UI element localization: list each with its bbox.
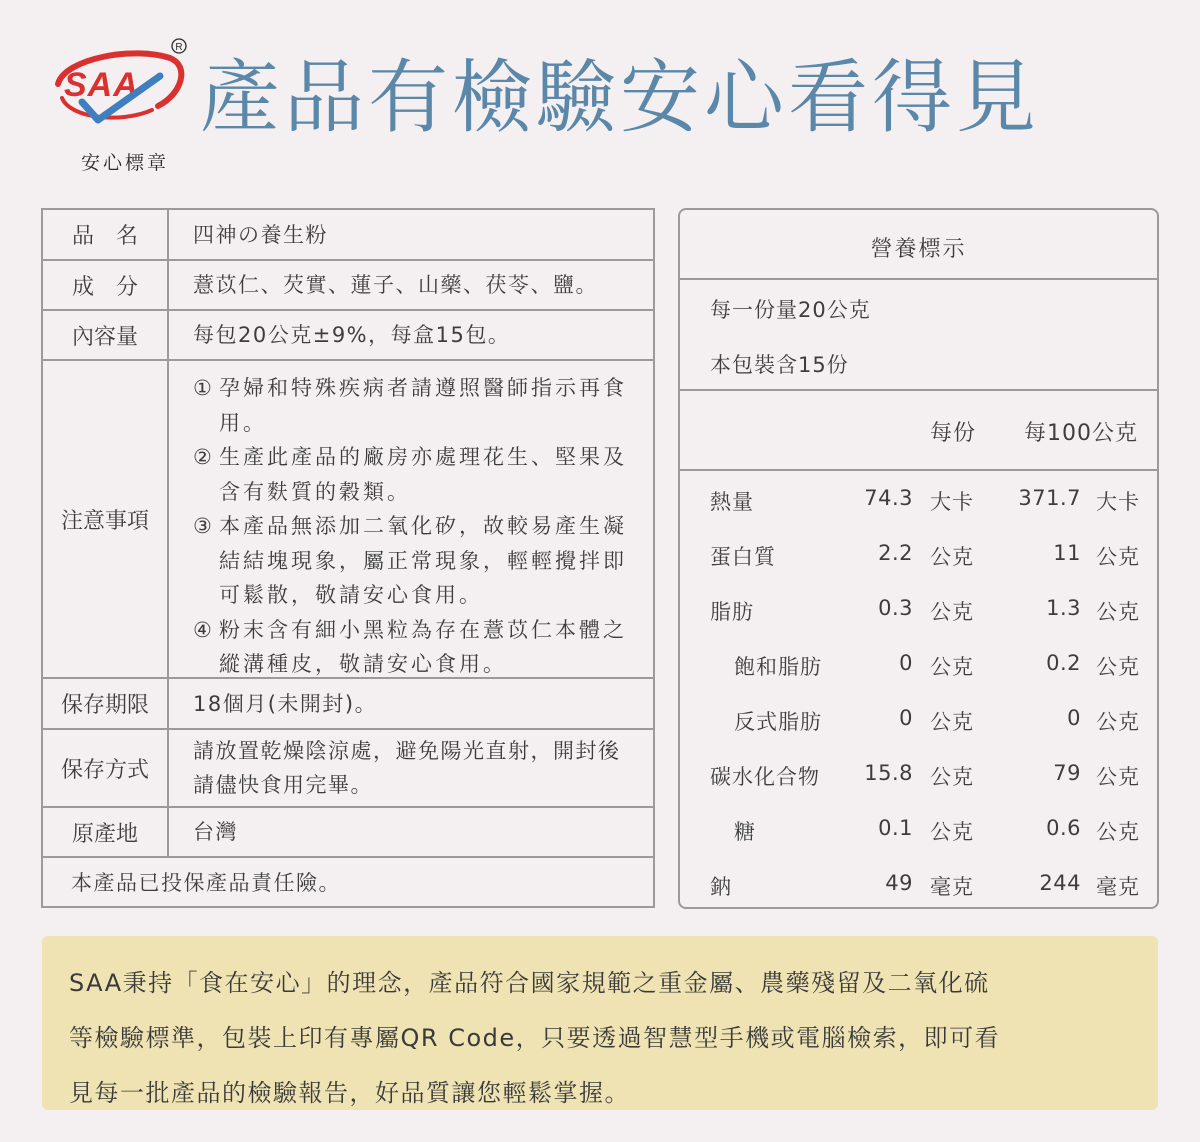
note-text: 孕婦和特殊疾病者請遵照醫師指示再食用。 bbox=[219, 376, 627, 435]
svg-text:SAA: SAA bbox=[64, 66, 139, 104]
insurance-note: 本產品已投保產品責任險。 bbox=[71, 871, 341, 895]
divider bbox=[680, 278, 1157, 280]
per-100g-value: 11 bbox=[1053, 541, 1081, 565]
per-serving-unit: 公克 bbox=[930, 545, 974, 569]
per-100g-unit: 大卡 bbox=[1096, 490, 1140, 514]
per-serving-value: 0 bbox=[899, 651, 913, 675]
spec-row-contents bbox=[43, 311, 653, 361]
spec-row-insurance bbox=[43, 858, 653, 906]
per-100g-value: 79 bbox=[1053, 761, 1081, 785]
nutrient-name: 糖 bbox=[734, 820, 756, 844]
per-serving-value: 15.8 bbox=[864, 761, 913, 785]
statement-line: 見每一批產品的檢驗報告，好品質讓您輕鬆掌握。 bbox=[69, 1079, 630, 1107]
note-item bbox=[193, 371, 633, 440]
page-headline: 產品有檢驗安心看得見 bbox=[200, 51, 1040, 144]
per-100g-value: 0.2 bbox=[1046, 651, 1081, 675]
spec-row-name bbox=[43, 210, 653, 261]
divider bbox=[680, 389, 1157, 391]
saa-logo bbox=[40, 36, 190, 176]
per-100g-unit: 毫克 bbox=[1096, 875, 1140, 899]
divider bbox=[680, 469, 1157, 471]
spec-label: 成 分 bbox=[43, 261, 169, 309]
nutrient-name: 熱量 bbox=[710, 490, 754, 514]
spec-label: 注意事項 bbox=[43, 361, 169, 677]
note-number: ② bbox=[193, 445, 215, 469]
per-100g-unit: 公克 bbox=[1096, 545, 1140, 569]
spec-value: 請放置乾燥陰涼處，避免陽光直射，開封後請儘快食用完畢。 bbox=[193, 739, 621, 797]
per-serving-value: 2.2 bbox=[878, 541, 913, 565]
nutrient-name: 鈉 bbox=[710, 875, 732, 899]
per-100g-unit: 公克 bbox=[1096, 765, 1140, 789]
notes-list bbox=[193, 361, 633, 677]
per-100g-unit: 公克 bbox=[1096, 820, 1140, 844]
spec-label: 內容量 bbox=[43, 311, 169, 359]
servings-per-package: 本包裝含15份 bbox=[710, 353, 849, 377]
spec-value: 每包20公克±9%，每盒15包。 bbox=[193, 323, 511, 347]
per-100g-value: 0.6 bbox=[1046, 816, 1081, 840]
spec-row-shelf-life bbox=[43, 679, 653, 730]
nutrient-name: 反式脂肪 bbox=[734, 710, 822, 734]
spec-label: 保存方式 bbox=[43, 730, 169, 806]
nutrition-row bbox=[680, 871, 1157, 901]
statement-line: SAA秉持「食在安心」的理念，產品符合國家規範之重金屬、農藥殘留及二氧化硫 bbox=[69, 969, 990, 997]
nutrition-row bbox=[680, 486, 1157, 516]
per-serving-unit: 公克 bbox=[930, 600, 974, 624]
nutrient-name: 碳水化合物 bbox=[710, 765, 820, 789]
spec-row-origin bbox=[43, 808, 653, 858]
per-serving-value: 0.3 bbox=[878, 596, 913, 620]
per-serving-unit: 毫克 bbox=[930, 875, 974, 899]
per-100g-value: 1.3 bbox=[1046, 596, 1081, 620]
nutrition-title: 營養標示 bbox=[870, 237, 967, 262]
nutrient-name: 脂肪 bbox=[710, 600, 754, 624]
nutrition-row bbox=[680, 816, 1157, 846]
spec-value: 台灣 bbox=[193, 820, 238, 844]
nutrition-row bbox=[680, 706, 1157, 736]
spec-row-ingredients bbox=[43, 261, 653, 311]
per-serving-unit: 大卡 bbox=[930, 490, 974, 514]
statement-line: 等檢驗標準，包裝上印有專屬QR Code，只要透過智慧型手機或電腦檢索，即可看 bbox=[69, 1024, 1001, 1052]
per-100g-value: 244 bbox=[1039, 871, 1081, 895]
note-text: 粉末含有細小黑粒為存在薏苡仁本體之縱溝種皮，敬請安心食用。 bbox=[219, 617, 627, 676]
column-per-100g: 每100公克 bbox=[1024, 421, 1138, 446]
nutrient-name: 飽和脂肪 bbox=[734, 655, 822, 679]
per-100g-value: 371.7 bbox=[1018, 486, 1081, 510]
spec-label: 品 名 bbox=[43, 210, 169, 259]
note-item bbox=[193, 509, 633, 613]
note-number: ③ bbox=[193, 514, 215, 538]
per-serving-unit: 公克 bbox=[930, 710, 974, 734]
note-item bbox=[193, 440, 633, 509]
per-100g-unit: 公克 bbox=[1096, 710, 1140, 734]
nutrition-row bbox=[680, 761, 1157, 791]
per-serving-value: 74.3 bbox=[864, 486, 913, 510]
nutrition-row bbox=[680, 596, 1157, 626]
per-100g-unit: 公克 bbox=[1096, 655, 1140, 679]
per-serving-value: 49 bbox=[885, 871, 913, 895]
per-serving-value: 0 bbox=[899, 706, 913, 730]
spec-label: 保存期限 bbox=[43, 679, 169, 728]
note-text: 本產品無添加二氧化矽，故較易產生凝結結塊現象，屬正常現象，輕輕攪拌即可鬆散，敬請安心食用。 bbox=[219, 514, 627, 607]
spec-value: 四神の養生粉 bbox=[193, 222, 328, 247]
nutrient-name: 蛋白質 bbox=[710, 545, 776, 569]
note-number: ④ bbox=[193, 617, 215, 642]
spec-value: 18個月(未開封)。 bbox=[193, 691, 378, 716]
serving-size: 每一份量20公克 bbox=[710, 298, 871, 322]
per-serving-unit: 公克 bbox=[930, 765, 974, 789]
per-serving-unit: 公克 bbox=[930, 655, 974, 679]
per-serving-unit: 公克 bbox=[930, 820, 974, 844]
nutrition-facts-table bbox=[678, 208, 1159, 909]
spec-row-notes bbox=[43, 361, 653, 679]
column-per-serving: 每份 bbox=[930, 421, 977, 446]
spec-row-storage bbox=[43, 730, 653, 808]
product-spec-table bbox=[41, 208, 655, 908]
note-text: 生產此產品的廠房亦處理花生、堅果及含有麩質的穀類。 bbox=[219, 445, 627, 504]
nutrition-row bbox=[680, 651, 1157, 681]
per-100g-value: 0 bbox=[1067, 706, 1081, 730]
spec-label: 原產地 bbox=[43, 808, 169, 856]
spec-value: 薏苡仁、芡實、蓮子、山藥、茯苓、鹽。 bbox=[193, 273, 598, 297]
saa-logo-mark bbox=[40, 36, 190, 146]
per-100g-unit: 公克 bbox=[1096, 600, 1140, 624]
note-number: ① bbox=[193, 376, 215, 400]
saa-statement bbox=[42, 936, 1158, 1110]
nutrition-row bbox=[680, 541, 1157, 571]
logo-caption: 安心標章 bbox=[80, 152, 169, 174]
per-serving-value: 0.1 bbox=[878, 816, 913, 840]
svg-text:R: R bbox=[175, 42, 183, 53]
note-item bbox=[193, 613, 633, 682]
